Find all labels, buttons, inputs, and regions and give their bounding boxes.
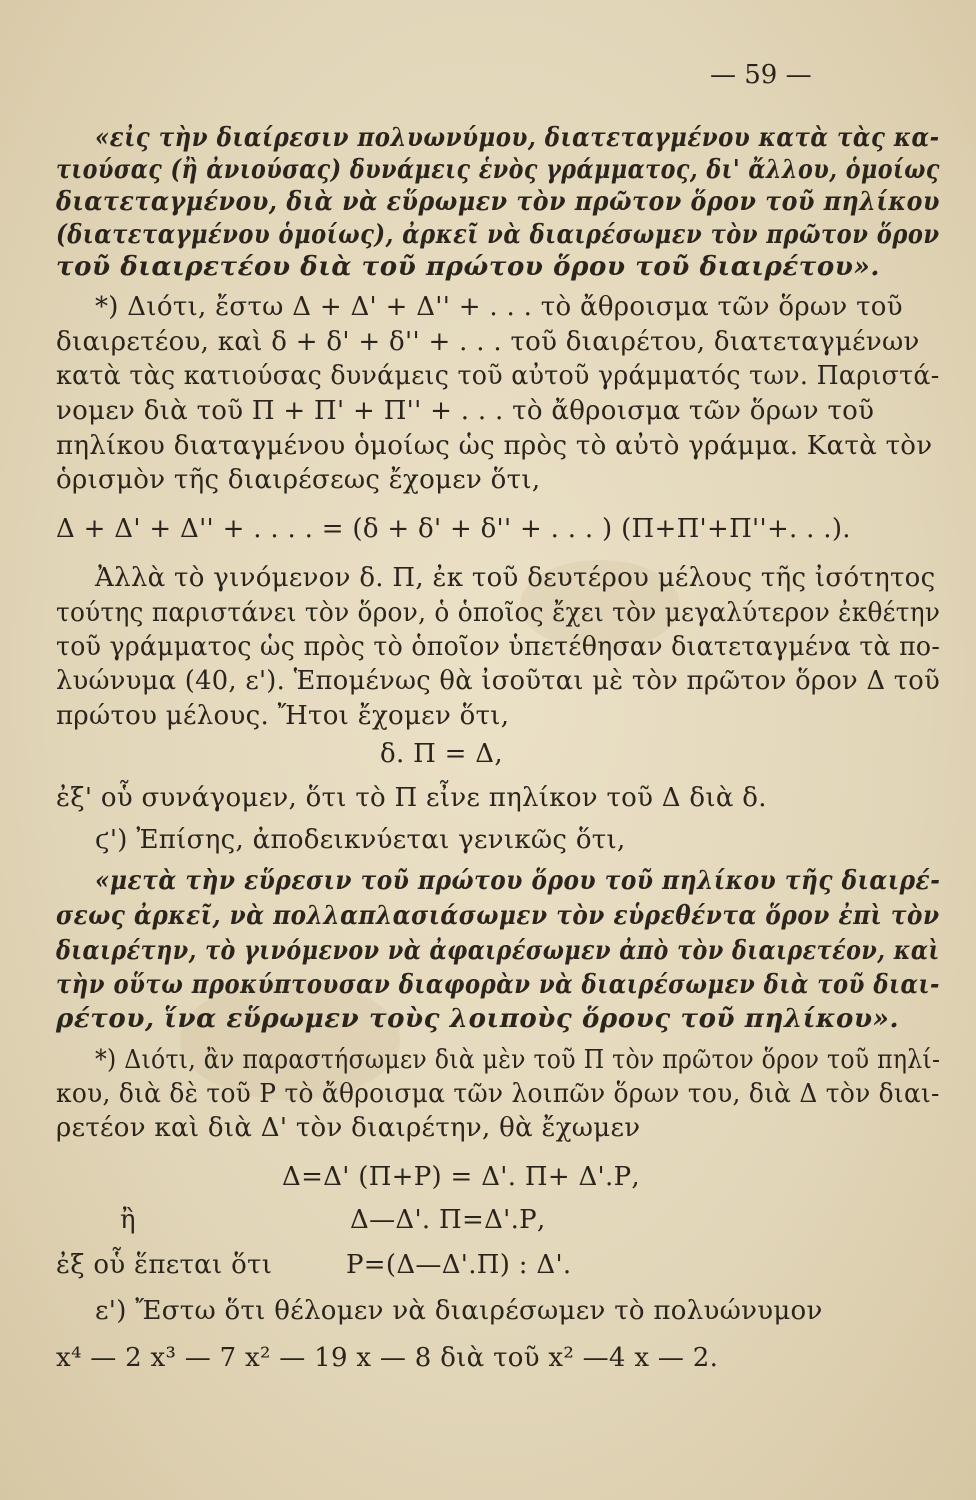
text-line: Ἀλλὰ τὸ γινόμενον δ. Π, ἐκ τοῦ δευτέρου μέλους τῆς ἰσότητος [95, 563, 936, 593]
text-line: κου, διὰ δὲ τοῦ Ρ τὸ ἄθροισμα τῶν λοιπῶν ὅρων του, διὰ Δ τὸν διαι- [56, 1079, 940, 1109]
text-line: ε') Ἔστω ὅτι θέλομεν νὰ διαιρέσωμεν τὸ πολυώνυμον [95, 1296, 823, 1326]
text-line: τὴν οὕτω προκύπτουσαν διαφορὰν νὰ διαιρέσωμεν διὰ τοῦ διαι- [56, 970, 940, 1000]
text-line: κατὰ τὰς κατιούσας δυνάμεις τοῦ αὐτοῦ γράμματός των. Παριστά- [56, 361, 940, 391]
equation-line: x⁴ — 2 x³ — 7 x² — 19 x — 8 διὰ τοῦ x² —4 x — 2. [56, 1343, 719, 1373]
text-line: ἐξ οὗ ἕπεται ὅτι [56, 1250, 273, 1280]
text-line: ἢ [120, 1205, 136, 1235]
text-line: διαιρετέου, καὶ δ + δ' + δ'' + . . . τοῦ διαιρέτου, διατεταγμένων [56, 327, 920, 357]
equation-line: Δ—Δ'. Π=Δ'.Ρ, [350, 1205, 546, 1235]
text-line: «εἰς τὴν διαίρεσιν πολυωνύμου, διατεταγμένου κατὰ τὰς κα- [95, 123, 940, 153]
text-line: σεως ἀρκεῖ, νὰ πολλαπλασιάσωμεν τὸν εὑρεθέντα ὅρον ἐπὶ τὸν [56, 901, 940, 931]
text-line: πρώτου μέλους. Ἤτοι ἔχομεν ὅτι, [56, 701, 510, 731]
text-line: ρετέον καὶ διὰ Δ' τὸν διαιρέτην, θὰ ἔχωμεν [56, 1113, 641, 1143]
text-line: τοῦ γράμματος ὡς πρὸς τὸ ὁποῖον ὑπετέθησαν διατεταγμένα τὰ πο- [56, 632, 941, 662]
equation-line: δ. Π = Δ, [380, 739, 503, 769]
equation-line: Ρ=(Δ—Δ'.Π) : Δ'. [346, 1250, 572, 1280]
text-line: διαιρέτην, τὸ γινόμενον νὰ ἀφαιρέσωμεν ἀπὸ τὸν διαιρετέον, καὶ [56, 936, 940, 966]
text-line: τούτης παριστάνει τὸν ὅρον, ὁ ὁποῖος ἔχει τὸν μεγαλύτερον ἐκθέτην [56, 598, 941, 628]
text-line: (διατεταγμένου ὁμοίως), ἀρκεῖ νὰ διαιρέσωμεν τὸν πρῶτον ὅρον [56, 220, 940, 250]
text-line: *) Διότι, ἔστω Δ + Δ' + Δ'' + . . . τὸ ἄθροισμα τῶν ὅρων τοῦ [95, 292, 903, 322]
text-line: τιούσας (ἢ ἀνιούσας) δυνάμεις ἑνὸς γράμματος, δι' ἄλλου, ὁμοίως [56, 155, 940, 185]
text-line: πηλίκου διαταγμένου ὁμοίως ὡς πρὸς τὸ αὐτὸ γράμμα. Κατὰ τὸν [56, 431, 933, 461]
equation-line: Δ + Δ' + Δ'' + . . . . = (δ + δ' + δ'' + . . . ) (Π+Π'+Π''+. . .). [56, 514, 851, 544]
text-line: ὁρισμὸν τῆς διαιρέσεως ἔχομεν ὅτι, [56, 465, 541, 495]
text-line: ρέτου, ἵνα εὕρωμεν τοὺς λοιποὺς ὅρους τοῦ πηλίκου». [56, 1004, 900, 1034]
text-line: διατεταγμένου, διὰ νὰ εὕρωμεν τὸν πρῶτον ὅρον τοῦ πηλίκου [56, 187, 940, 217]
page-number: — 59 — [710, 60, 812, 90]
text-line: ἐξ' οὗ συνάγομεν, ὅτι τὸ Π εἶνε πηλίκον τοῦ Δ διὰ δ. [56, 783, 767, 813]
equation-line: Δ=Δ' (Π+Ρ) = Δ'. Π+ Δ'.Ρ, [282, 1162, 640, 1192]
text-line: λυώνυμα (40, ε'). Ἑπομένως θὰ ἰσοῦται μὲ τὸν πρῶτον ὅρον Δ τοῦ [56, 666, 941, 696]
section-heading: ϛ') Ἐπίσης, ἀποδεικνύεται γενικῶς ὅτι, [95, 825, 626, 855]
text-line: νομεν διὰ τοῦ Π + Π' + Π'' + . . . τὸ ἄθροισμα τῶν ὅρων τοῦ [56, 396, 875, 426]
text-line: «μετὰ τὴν εὕρεσιν τοῦ πρώτου ὅρου τοῦ πηλίκου τῆς διαιρέ- [95, 866, 941, 896]
text-line: *) Διότι, ἂν παραστήσωμεν διὰ μὲν τοῦ Π τὸν πρῶτον ὅρον τοῦ πηλί- [95, 1045, 941, 1075]
text-line: τοῦ διαιρετέου διὰ τοῦ πρώτου ὅρου τοῦ διαιρέτου». [56, 252, 880, 282]
